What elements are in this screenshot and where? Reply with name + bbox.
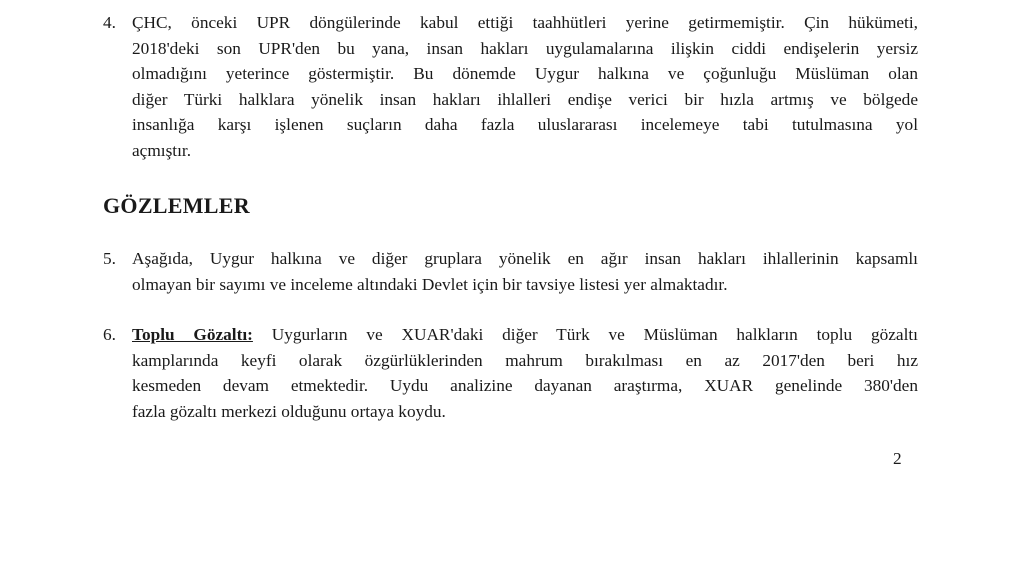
paragraph-4 xyxy=(103,10,918,163)
paragraph-6 xyxy=(103,322,918,424)
section-heading: GÖZLEMLER xyxy=(103,193,250,218)
paragraph-line: kamplarında keyfi olarak özgürlüklerinden mahrum bırakılması en az 2017'den beri hız xyxy=(132,350,918,370)
paragraph-line-text: Uygurların ve XUAR'daki diğer Türk ve Müslüman halkların toplu gözaltı xyxy=(271,325,918,344)
paragraph-line: insanlığa karşı işlenen suçların daha fazla uluslararası incelemeye tabi tutulmasına yol xyxy=(132,115,918,134)
paragraph-body xyxy=(132,322,918,424)
paragraph-number: 4. xyxy=(103,13,116,32)
paragraph-line: olmayan bir sayımı ve inceleme altındaki Devlet için bir tavsiye listesi yer almaktadır. xyxy=(132,274,728,294)
paragraph-line: kesmeden devam etmektedir. Uydu analizine dayanan araştırma, XUAR genelinde 380'den xyxy=(132,376,918,395)
paragraph-line: açmıştır. xyxy=(132,140,192,160)
paragraph-line: 2018'deki son UPR'den bu yana, insan hakları uygulamalarına ilişkin ciddi endişelerin yersiz xyxy=(132,38,918,58)
paragraph-line: fazla gözaltı merkezi olduğunu ortaya koydu. xyxy=(132,401,446,421)
paragraph-term: Toplu Gözaltı: xyxy=(132,325,253,344)
paragraph-body xyxy=(132,10,918,163)
paragraph-first-line xyxy=(132,322,918,348)
page-number: 2 xyxy=(893,449,902,468)
paragraph-line: Aşağıda, Uygur halkına ve diğer gruplara yönelik en ağır insan hakları ihlallerinin kapsamlı xyxy=(132,249,918,268)
paragraph-line: ÇHC, önceki UPR döngülerinde kabul ettiği taahhütleri yerine getirmemiştir. Çin hükümeti, xyxy=(132,13,918,32)
paragraph-5 xyxy=(103,246,918,297)
paragraph-number: 6. xyxy=(103,325,116,344)
paragraph-number: 5. xyxy=(103,249,116,268)
paragraph-line: olmadığını yeterince göstermiştir. Bu dönemde Uygur halkına ve çoğunluğu Müslüman olan xyxy=(132,64,918,83)
paragraph-body xyxy=(132,246,918,297)
paragraph-line: diğer Türki halklara yönelik insan hakları ihlalleri endişe verici bir hızla artmış ve bölgede xyxy=(132,89,918,109)
